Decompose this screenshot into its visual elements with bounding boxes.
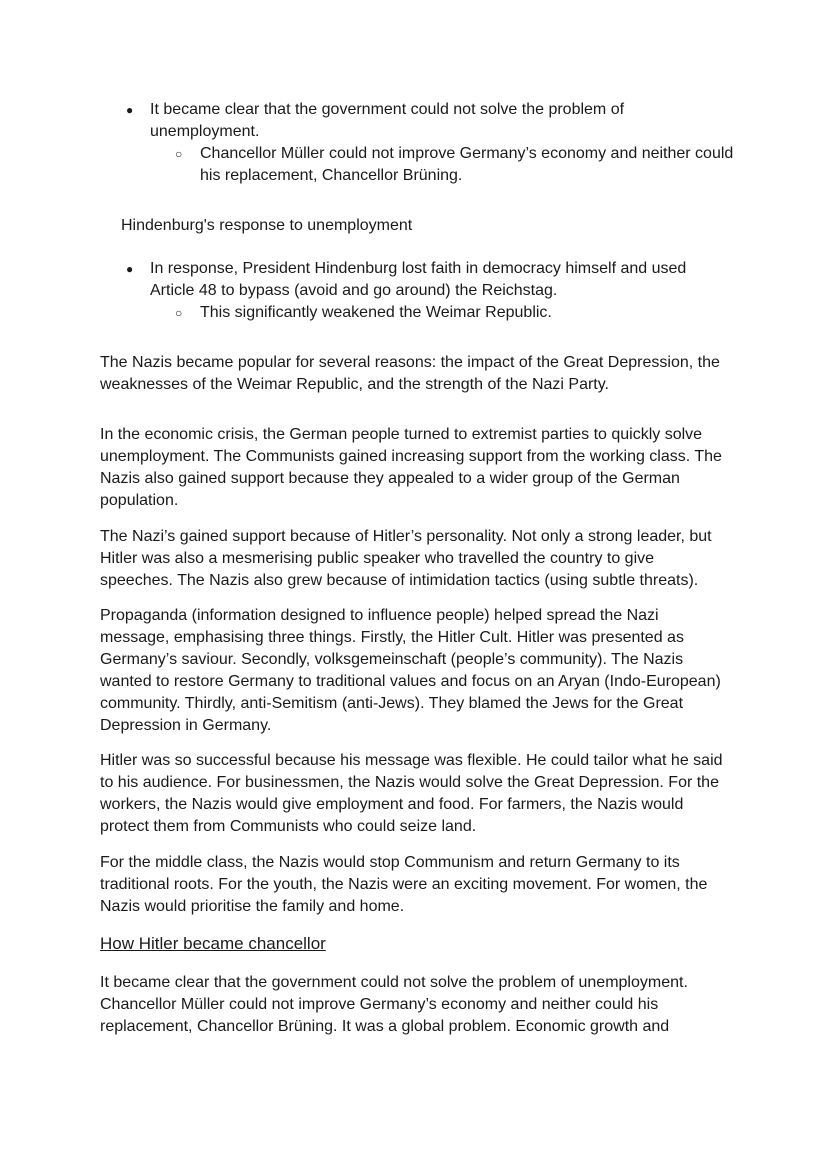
paragraph-chancellor: It became clear that the government could not solve the problem of unemployment. Chancellor Müller could not improve Germany’s economy and neither could his replacement, Chancellor Brüning. It was a global problem. Economic growth and — [100, 974, 688, 1035]
bullet-unemployment: ● It became clear that the government could not solve the problem of unemployment. — [150, 99, 730, 143]
paragraph-hitler-personality: The Nazi’s gained support because of Hitler’s personality. Not only a strong leader, but Hitler was also a mesmerising public speaker who travelled the country to give speeches. The Nazis also grew because of intimidation tactics (using subtle threats). — [100, 528, 712, 589]
sub-bullet-chancellors: ○ Chancellor Müller could not improve Germany’s economy and neither could his replacement, Chancellor Brüning. — [200, 143, 740, 187]
bullet-hindenburg-response: ● In response, President Hindenburg lost faith in democracy himself and used Article 48 to bypass (avoid and go around) the Reichstag. — [150, 258, 730, 302]
paragraph-middle-class: For the middle class, the Nazis would stop Communism and return Germany to its traditional roots. For the youth, the Nazis were an exciting movement. For women, the Nazis would prioritise the family and home. — [100, 854, 708, 915]
section-heading-hindenburg: Hindenburg's response to unemployment — [121, 217, 413, 234]
paragraph-propaganda: Propaganda (information designed to influence people) helped spread the Nazi message, emphasising three things. Firstly, the Hitler Cult. Hitler was presented as Germany’s saviour. Secondly, volksgemeinschaft (people’s community). The Nazis wanted to restore Germany to traditional values and focus on an Aryan (Indo-European) community. Thirdly, anti-Semitism (anti-Jews). They blamed the Jews for the Great Depression in Germany. — [100, 607, 721, 734]
paragraph-economic-crisis: In the economic crisis, the German people turned to extremist parties to quickly solve unemployment. The Communists gained increasing support from the working class. The Nazis also gained support because they appealed to a wider group of the German population. — [100, 426, 722, 509]
paragraph-flexible-message: Hitler was so successful because his message was flexible. He could tailor what he said to his audience. For businessmen, the Nazis would solve the Great Depression. For the workers, the Nazis would give employment and food. For farmers, the Nazis would protect them from Communists who could seize land. — [100, 752, 723, 835]
sub-bullet-weimar-weakened: ○ This significantly weakened the Weimar Republic. — [200, 302, 740, 324]
section-heading-chancellor: How Hitler became chancellor — [100, 934, 326, 953]
paragraph-nazi-popularity: The Nazis became popular for several reasons: the impact of the Great Depression, the weaknesses of the Weimar Republic, and the strength of the Nazi Party. — [100, 354, 720, 393]
